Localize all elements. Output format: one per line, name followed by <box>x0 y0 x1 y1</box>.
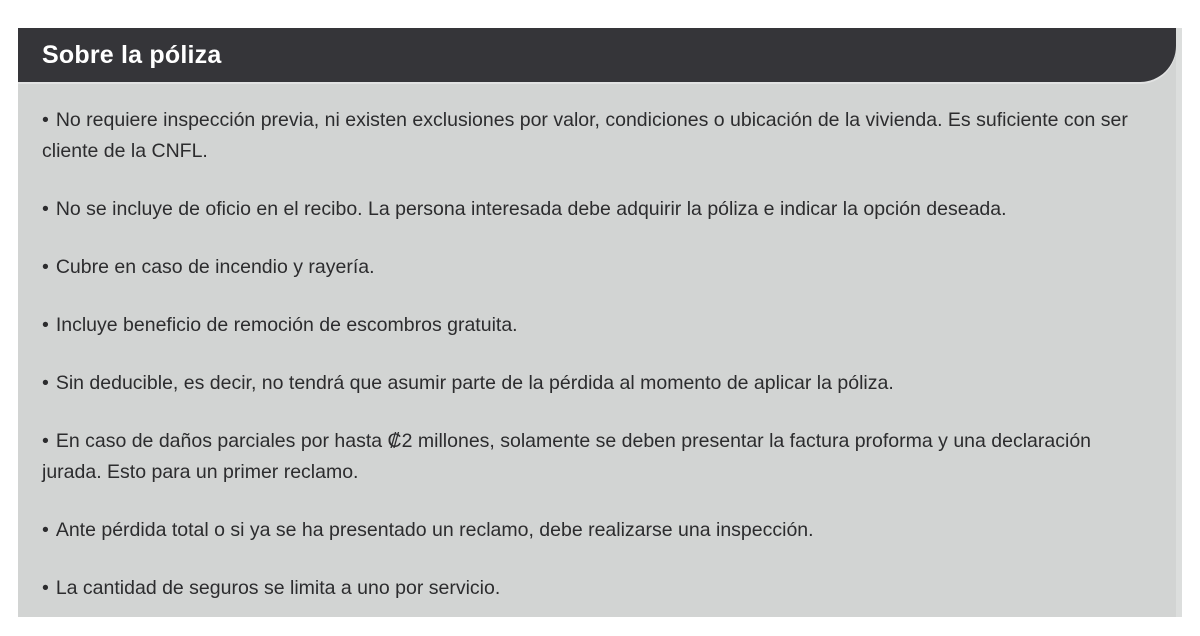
bullet-icon: • <box>42 314 49 336</box>
panel-title: Sobre la póliza <box>42 40 222 69</box>
bullet-item <box>42 426 1156 488</box>
bullet-item-text: En caso de daños parciales por hasta ₡2 millones, solamente se deben presentar la factura proforma y una declaración jurada. Esto para un primer reclamo. <box>42 430 1092 483</box>
bullet-item <box>42 368 1156 399</box>
bullet-item <box>42 194 1156 225</box>
panel-header <box>18 28 1176 82</box>
bullet-icon: • <box>42 519 49 541</box>
bullet-icon: • <box>42 430 49 452</box>
bullet-item <box>42 310 1156 341</box>
policy-info-panel <box>18 28 1182 617</box>
bullet-icon: • <box>42 256 49 278</box>
bullet-item-text: No requiere inspección previa, ni existen exclusiones por valor, condiciones o ubicación de la vivienda. Es suficiente con ser cliente de la CNFL. <box>42 109 1128 162</box>
panel-body <box>18 82 1176 617</box>
bullet-item <box>42 105 1156 167</box>
bullet-item-text: La cantidad de seguros se limita a uno por servicio. <box>55 577 501 599</box>
bullet-item <box>42 515 1156 546</box>
bullet-item <box>42 573 1156 604</box>
bullet-item <box>42 252 1156 283</box>
bullet-icon: • <box>42 109 49 131</box>
bullet-icon: • <box>42 577 49 599</box>
bullet-icon: • <box>42 198 49 220</box>
bullet-item-text: Incluye beneficio de remoción de escombros gratuita. <box>55 314 518 336</box>
bullet-item-text: Sin deducible, es decir, no tendrá que asumir parte de la pérdida al momento de aplicar la póliza. <box>55 372 894 394</box>
bullet-item-text: Ante pérdida total o si ya se ha presentado un reclamo, debe realizarse una inspección. <box>55 519 814 541</box>
bullet-item-text: Cubre en caso de incendio y rayería. <box>55 256 375 278</box>
bullet-item-text: No se incluye de oficio en el recibo. La persona interesada debe adquirir la póliza e indicar la opción deseada. <box>55 198 1007 220</box>
bullet-icon: • <box>42 372 49 394</box>
